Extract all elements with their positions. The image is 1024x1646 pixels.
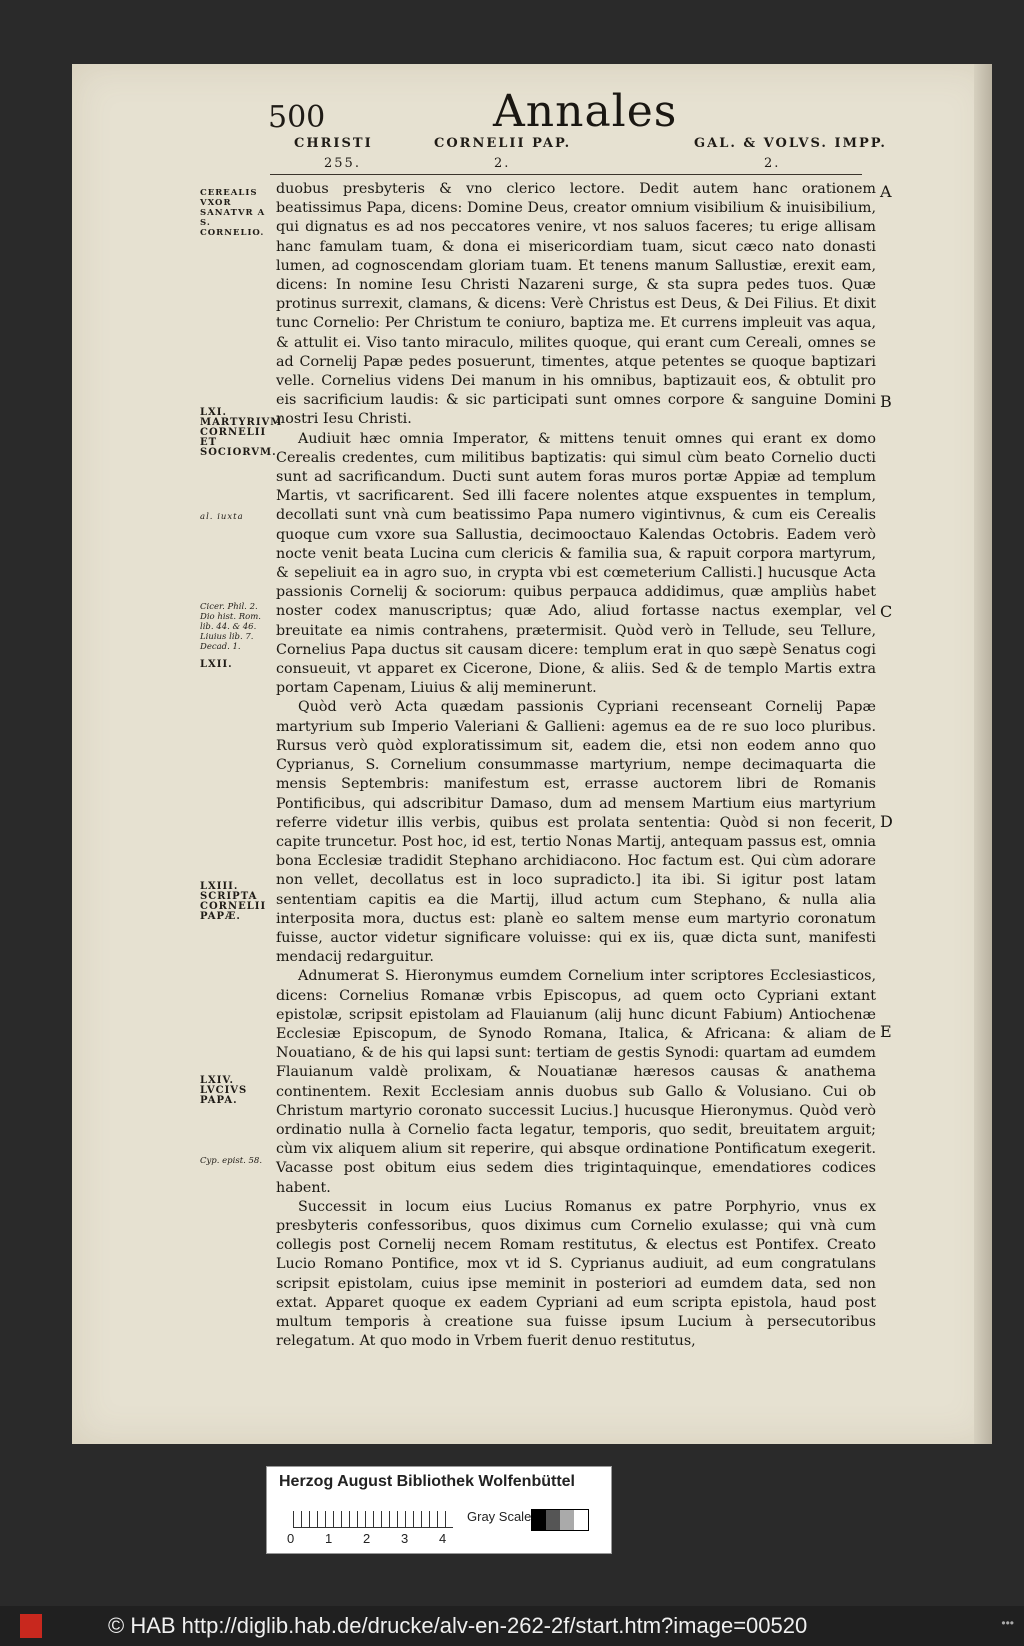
col-head-christi-year: 255. [324, 156, 361, 171]
gray-swatch [532, 1510, 546, 1530]
paragraph: Audiuit hæc omnia Imperator, & mittens tenuit omnes qui erant ex domo Cerealis credentes, cum militibus baptizatis: qui simul cùm beato Cornelio ducti sunt ad sacrificandum. Ducti sunt autem foras muros portæ Appiæ ad templum Martis, vt sacrificarent. Sed illi facere nolentes atque exspuentes in templum, decollati sunt vnà cum beatissimo Papa numero vigintivnus, & cum eis Cerealis quoque cum vxore sua Sallustia, decimooctauo Kalendas Octobris. Eadem verò nocte venit beata Lucina cum clericis & familia sua, & rapuit corpora martyrum, & sepeliuit ea in agro suo, in crypta vbi est cœmeterium Callisti.] hucusque Acta passionis Cornelij & sociorum: quibus perpauca addidimus, quæ ampliùs habet noster codex manuscriptus; quæ Ado, aliud fortasse nactus exemplar, vel breuitate ea nimis contrahens, prætermisit. Quòd verò in Tellude, seu Tellure, Cornelius Papa ductus sit causam dicere: templum erat in quo sæpè Senatus cogi consueuit, vt apparet ex Cicerone, Dione, & aliis. Sed & de templo Martis extra portam Capenam, Liuius & alij meminerunt. [276, 430, 876, 697]
ruler-number: 4 [439, 1531, 447, 1546]
margin-note: LXI. MARTYRIVM CORNELII ET SOCIORVM. [200, 407, 283, 458]
paragraph: Adnumerat S. Hieronymus eumdem Cornelium inter scriptores Ecclesiasticos, dicens: Cornelius Romanæ vrbis Episcopus, ad quem octo Cypriani extant epistolæ, scripsit epistolam ad Flauianum (alij hunc dicunt Fabium) Antiochenæ Ecclesiæ Episcopum, de Synodo Romana, Italica, & Africana: & aliam de Nouatiano, & de his qui lapsi sunt: tertiam de gestis Synodi: quartam ad eumdem Flauianum valdè prolixam, & Nouatianæ hæresos causas & anathema continentem. Rexit Ecclesiam annis duobus sub Gallo & Volusiano. Cui ob Christum martyrio coronato successit Lucius.] hucusque Hieronymus. Quòd verò ordinatio nulla à Cornelio facta legatur, temporis, quo sedit, breuitatem arguit; cùm vix aliquem alium sit reperire, qui absque ordinatione Pontificatum exegerit. Vacasse post obitum eius sedem dies trigintaquinque, emendatiores codices habent. [276, 968, 876, 1196]
column-headers [294, 136, 934, 176]
paragraph: Quòd verò Acta quædam passionis Cypriani recenseant Cornelij Papæ martyrium sub Imperio Valeriani & Gallieni: agemus ea de re suo loco pluribus. Rursus verò quòd exploratissimum sit, eadem die, etsi non eodem anno quo Cyprianus, S. Cornelium consummasse martyrium, nempe decimaquarta die mensis Septembris: manifestum est, errasse auctorem libri de Romanis Pontificibus, qui adscribitur Damaso, dum ad mensem Martium eius martyrium referre videtur illis verbis, quibus est prolata sententia: Quòd si non fecerit, capite truncetur. Post hoc, id est, tertio Nonas Martij, antequam passus est, omnia bona Ecclesiæ tradidit Stephano archidiacono. Hoc factum est. Qui cùm adorare non vellet, decollatus est in loco supradicto.] ita ibi. Si igitur post latam sententiam capitis ea die Martij, illud actum cum Stephano, & nulla alia interposita mora, ductus est: planè eo saltem mense eum martyrio coronatum fuisse, auctor videtur significare voluisse: qui ex iis, quæ dicta sunt, manifesti mendacij redarguitur. [276, 699, 876, 966]
col-head-emperors: GAL. & VOLVS. IMPP. [694, 136, 887, 151]
section-letter-b: B [880, 392, 892, 411]
col-head-cornelius: CORNELII PAP. [434, 136, 572, 151]
gray-swatch [574, 1510, 588, 1530]
section-letter-d: D [880, 812, 893, 831]
section-letter-e: E [880, 1022, 892, 1041]
hab-color-card [266, 1466, 612, 1554]
body-text [276, 180, 876, 1351]
margin-note: LXIII. SCRIPTA CORNELII PAPÆ. [200, 881, 267, 922]
running-head [268, 86, 968, 137]
col-head-christi: CHRISTI [294, 136, 373, 151]
margin-note: LXIV. LVCIVS PAPA. [200, 1075, 248, 1106]
section-letter-a: A [880, 182, 892, 201]
page-number: 500 [268, 100, 326, 135]
margin-note: LXII. [200, 659, 233, 670]
footer-menu-icon[interactable]: ••• [1001, 1616, 1014, 1630]
margin-note: al. iuxta [200, 512, 244, 522]
col-head-cornelius-year: 2. [494, 156, 511, 171]
section-letter-c: C [880, 602, 893, 621]
scale-ruler [293, 1511, 453, 1528]
book-title: Annales [493, 86, 678, 137]
header-rule [270, 174, 862, 175]
footer-url-text[interactable]: © HAB http://diglib.hab.de/drucke/alv-en-262-2f/start.htm?image=00520 [108, 1613, 808, 1638]
gray-swatch [546, 1510, 560, 1530]
page-spine-edge [974, 64, 992, 1444]
paragraph: Successit in locum eius Lucius Romanus ex patre Porphyrio, vnus ex presbyteris confessoribus, quos diximus cum Cornelio exulasse; qui vnà cum collegis post Cornelij necem Romam restitutus, & electus est Pontifex. Creato Lucio Romano Pontifice, mox vt id S. Cyprianus audiuit, ad eum congratulans scripsit epistolam, cuius ipse meminit in posteriori ad eumdem data, sed non extat. Apparet quoque ex eadem Cypriani ad eum scripta epistola, haud post multum temporis à creatione sua fuisse ipsum Lucium à persecutoribus relegatum. At quo modo in Vrbem fuerit denuo restitutus, [276, 1198, 876, 1350]
ruler-number: 2 [363, 1531, 371, 1546]
hab-card-title: Herzog August Bibliothek Wolfenbüttel [279, 1473, 575, 1490]
gray-scale-swatches [531, 1509, 589, 1531]
margin-note: Cyp. epist. 58. [200, 1156, 263, 1166]
gray-scale-label: Gray Scale [467, 1509, 532, 1524]
book-page [72, 64, 992, 1444]
margin-note: Cicer. Phil. 2. Dio hist. Rom. lib. 44. & 46. Liuius lib. 7. Decad. 1. [200, 602, 262, 652]
paragraph: duobus presbyteris & vno clerico lectore. Dedit autem hanc orationem beatissimus Papa, dicens: Domine Deus, creator omnium visibilium & inuisibilium, qui dignatus es ad nos peccatores venire, vt nos saluos faceres; tu erige allisam hanc famulam tuam, & dona ei misericordiam tuam, sicut cæco nato donasti lumen, ad cognoscendam gloriam tuam. Et tenens manum Sallustiæ, erexit eam, dicens: In nomine Iesu Christi Nazareni surge, & sta supra pedes tuos. Quæ protinus surrexit, clamans, & dicens: Verè Christus est Deus, & Dei Filius. Et dixit tunc Cornelio: Per Christum te coniuro, baptiza me. Et currens impleuit vas aqua, & attulit ei. Viso tanto miraculo, milites quoque, qui erant cum Cereali, omnes se ad Cornelij Papæ pedes posuerunt, timentes, atque petentes se quoque baptizari velle. Cornelius videns Dei manum in his omnibus, baptizauit eos, & obtulit pro eis sacrificium laudis: & sic participati sunt omnes corpore & sanguine Domini nostri Iesu Christi. [276, 181, 876, 428]
col-head-emperors-year: 2. [764, 156, 781, 171]
ruler-number: 3 [401, 1531, 409, 1546]
gray-swatch [560, 1510, 574, 1530]
viewer-footer [0, 1606, 1024, 1646]
hab-logo-icon [20, 1614, 42, 1638]
margin-note: CEREALIS VXOR SANATVR A S. CORNELIO. [200, 188, 266, 238]
ruler-number: 1 [325, 1531, 333, 1546]
ruler-number: 0 [287, 1531, 295, 1546]
